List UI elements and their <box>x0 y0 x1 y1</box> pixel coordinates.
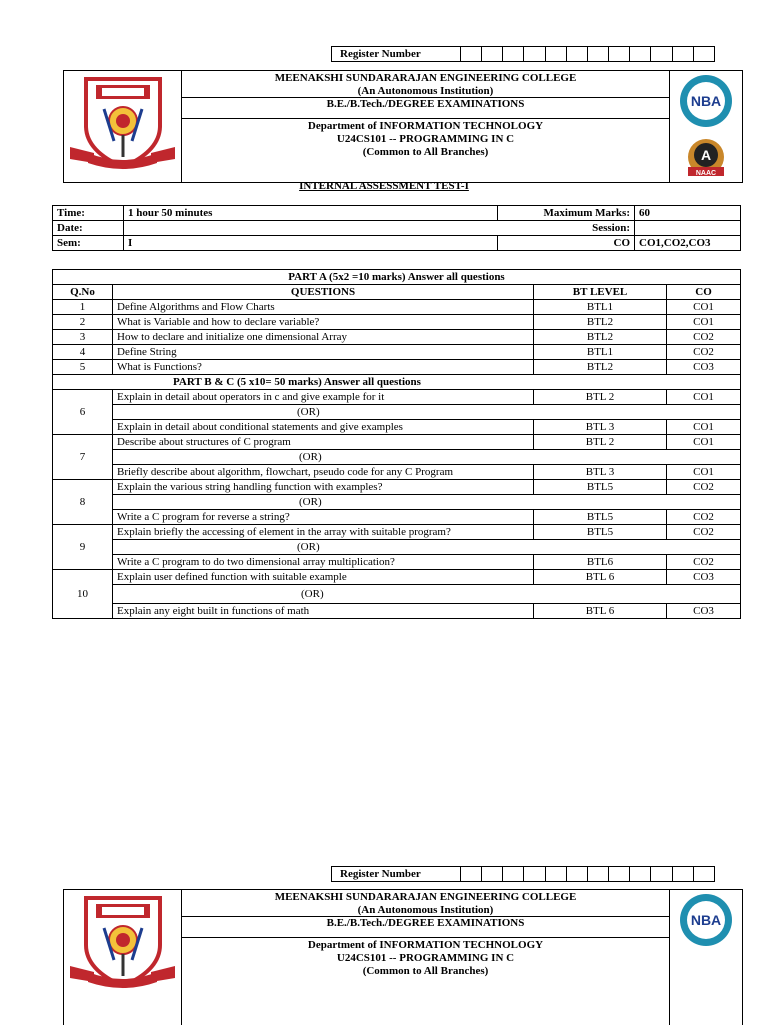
college-crest-logo <box>64 71 182 182</box>
exam-meta-table <box>52 205 741 251</box>
max-marks-label: Maximum Marks: <box>498 206 635 221</box>
table-row: Explain any eight built in functions of math BTL 6 CO3 <box>53 604 741 619</box>
table-row: Explain in detail about conditional statements and give examples BTL 3 CO1 <box>53 420 741 435</box>
accreditation-logos <box>669 71 742 182</box>
table-row: 7 Describe about structures of C program BTL 2 CO1 <box>53 435 741 450</box>
table-row: Write a C program for reverse a string? BTL5 CO2 <box>53 510 741 525</box>
table-row: Briefly describe about algorithm, flowchart, pseudo code for any C Program BTL 3 CO1 <box>53 465 741 480</box>
session-label: Session: <box>124 221 635 236</box>
time-value: 1 hour 50 minutes <box>124 206 498 221</box>
nba-logo-icon <box>670 71 742 182</box>
or-divider: (OR) <box>113 405 741 420</box>
register-number-box <box>331 866 715 882</box>
sem-value: I <box>124 236 498 251</box>
register-number-label: Register Number <box>332 47 461 62</box>
course-common-note: (Common to All Branches) <box>362 146 489 158</box>
sem-label: Sem: <box>53 236 124 251</box>
nba-text: NBA <box>690 912 722 928</box>
course-name: U24CS101 -- PROGRAMMING IN C <box>336 133 515 145</box>
register-number-label: Register Number <box>332 867 461 882</box>
department-name: Department of INFORMATION TECHNOLOGY <box>307 939 544 951</box>
naac-text: NAAC <box>695 170 717 177</box>
header-qno: Q.No <box>53 285 113 300</box>
part-bc-title: PART B & C (5 x10= 50 marks) Answer all questions <box>53 375 741 390</box>
table-row: 9 Explain briefly the accessing of element in the array with suitable program? BTL5 CO2 <box>53 525 741 540</box>
institution-status: (An Autonomous Institution) <box>357 904 494 916</box>
or-divider: (OR) <box>113 450 741 465</box>
department-name: Department of INFORMATION TECHNOLOGY <box>307 120 544 132</box>
naac-grade-text: A <box>700 147 712 163</box>
accreditation-logos <box>669 890 742 1025</box>
table-row: 2 What is Variable and how to declare variable? BTL2 CO1 <box>53 315 741 330</box>
time-label: Time: <box>53 206 124 221</box>
co-value: CO1,CO2,CO3 <box>635 236 741 251</box>
table-row: 5 What is Functions? BTL2 CO3 <box>53 360 741 375</box>
header-co: CO <box>667 285 741 300</box>
table-row: 6 Explain in detail about operators in c and give example for it BTL 2 CO1 <box>53 390 741 405</box>
table-row: Write a C program to do two dimensional array multiplication? BTL6 CO2 <box>53 555 741 570</box>
table-row: 3 How to declare and initialize one dimensional Array BTL2 CO2 <box>53 330 741 345</box>
co-label: CO <box>498 236 635 251</box>
header-questions: QUESTIONS <box>113 285 534 300</box>
college-name: MEENAKSHI SUNDARARAJAN ENGINEERING COLLEGE <box>274 891 577 903</box>
nba-text: NBA <box>690 93 722 109</box>
course-name: U24CS101 -- PROGRAMMING IN C <box>336 952 515 964</box>
table-row: 8 Explain the various string handling function with examples? BTL5 CO2 <box>53 480 741 495</box>
table-row: 10 Explain user defined function with suitable example BTL 6 CO3 <box>53 570 741 585</box>
question-table <box>52 269 741 619</box>
nba-logo-icon <box>670 890 742 950</box>
table-row: 4 Define String BTL1 CO2 <box>53 345 741 360</box>
college-name: MEENAKSHI SUNDARARAJAN ENGINEERING COLLEGE <box>274 72 577 84</box>
table-row: 1 Define Algorithms and Flow Charts BTL1 CO1 <box>53 300 741 315</box>
college-header <box>63 889 743 1025</box>
date-label: Date: <box>53 221 124 236</box>
test-title: INTERNAL ASSESSMENT TEST-I <box>299 180 469 192</box>
college-header <box>63 70 743 183</box>
exam-name: B.E./B.Tech./DEGREE EXAMINATIONS <box>326 917 525 929</box>
header-bt-level: BT LEVEL <box>534 285 667 300</box>
or-divider: (OR) <box>113 495 741 510</box>
college-crest-logo <box>64 890 182 1025</box>
or-divider: (OR) <box>113 540 741 555</box>
institution-status: (An Autonomous Institution) <box>357 85 494 97</box>
exam-name: B.E./B.Tech./DEGREE EXAMINATIONS <box>326 98 525 110</box>
part-a-title: PART A (5x2 =10 marks) Answer all questions <box>53 270 741 285</box>
max-marks-value: 60 <box>635 206 741 221</box>
register-number-box <box>331 46 715 62</box>
course-common-note: (Common to All Branches) <box>362 965 489 977</box>
or-divider: (OR) <box>113 585 741 604</box>
